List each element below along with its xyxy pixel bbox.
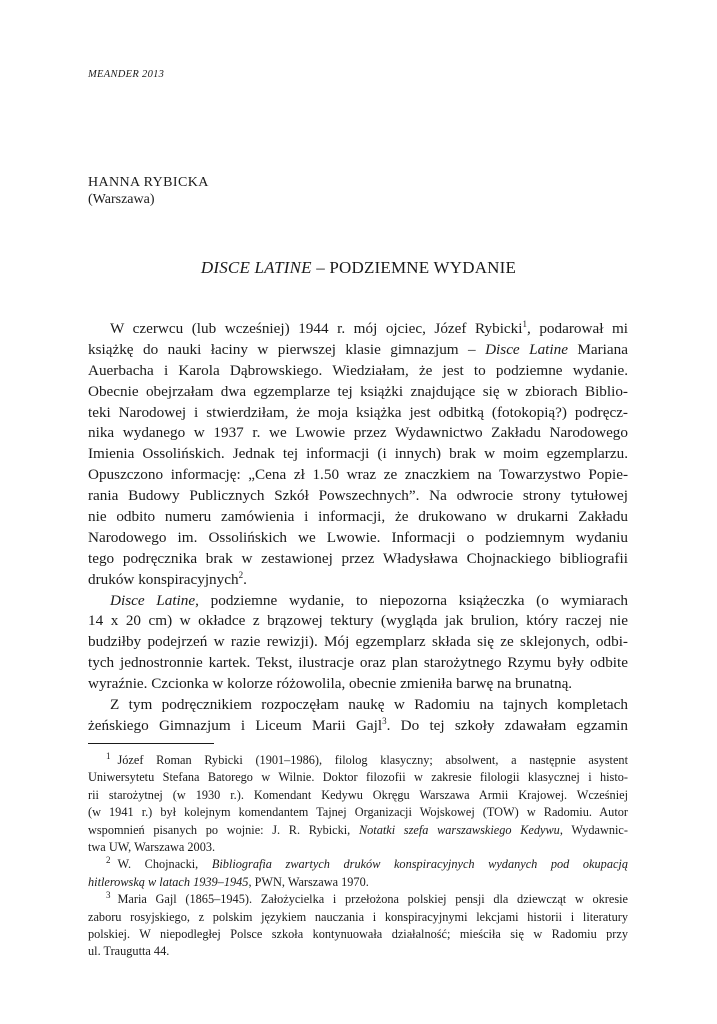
text-line — [88, 570, 628, 591]
footnote-3 — [88, 891, 628, 961]
footnote-number: 1 — [106, 751, 111, 761]
paragraph-3 — [88, 695, 628, 737]
text-line — [88, 822, 628, 839]
article-title — [60, 258, 657, 278]
text-span: . Do tej szkoły zdawałam egzamin — [386, 716, 628, 734]
text-line: Imienia Ossolińskich. Jednak tej informacji (i innych) brak w moim egzemplarzu. — [88, 445, 628, 463]
footnote-number: 2 — [106, 855, 111, 866]
text-line — [88, 591, 628, 612]
text-line: wyraźnie. Czcionka w kolorze różowolila, obecnie zmieniła barwę na brunatną. — [88, 675, 573, 693]
footnotes — [88, 752, 628, 961]
text-line: rania Budowy Publicznych Szkół Powszechnych”. Na odwrocie strony tytułowej — [88, 487, 628, 505]
text-line — [88, 752, 628, 769]
text-line: tych jednostronnie kartek. Tekst, ilustracje oraz plan starożytnego Rzymu były odbite — [88, 654, 628, 672]
text-line: budziłby podejrzeń w razie rewizji). Mój egzemplarz składa się ze sklejonych, odbi- — [88, 633, 628, 651]
text-span: , Wydawnic- — [559, 822, 628, 837]
text-span: wspomnień pisanych po wojnie: J. R. Rybicki, — [88, 822, 359, 837]
text-line: teki Narodowej i stwierdziłam, że moja książka jest odbitką (fotokopią?) podręcz- — [88, 403, 628, 421]
text-line: tego podręcznika brak w zestawionej przez Władysława Chojnackiego bibliografii — [88, 549, 628, 567]
text-span: , podarował mi — [526, 320, 628, 337]
text-span: druków konspiracyjnych — [88, 570, 239, 588]
article-body — [88, 319, 628, 737]
text-line: nie odbito numeru zamówienia i informacji, że drukowano w drukarni Zakładu — [88, 508, 628, 526]
text-span: W. Chojnacki, — [117, 857, 212, 872]
text-line: Z tym podręcznikiem rozpoczęłam naukę w Radomiu na tajnych kompletach — [110, 696, 628, 714]
footnote-1 — [88, 752, 628, 856]
italic-title: Notatki szefa warszawskiego Kedywu — [358, 822, 560, 837]
footnote-ref-2[interactable]: 2 — [238, 569, 244, 580]
paragraph-1 — [88, 319, 628, 591]
text-line: polskiej. W niepodległej Polsce szkoła kontynuowała działalność; mieściła się w Radomiu przy — [88, 926, 628, 941]
running-head: MEANDER 2013 — [88, 69, 165, 80]
italic-title: Disce Latine — [110, 591, 196, 609]
italic-title: Disce Latine — [485, 340, 568, 358]
text-line: twa UW, Warszawa 2003. — [88, 839, 216, 854]
text-span: W czerwcu (lub wcześniej) 1944 r. mój ojciec, Józef Rybicki — [110, 320, 523, 337]
text-line: (w 1941 r.) był kolejnym komendantem Tajnej Organizacji Wojskowej (TOW) w Radomiu. Autor — [88, 805, 628, 820]
text-span: Józef Roman Rybicki (1901–1986), filolog klasyczny; absolwent, a następnie asystent — [117, 753, 628, 767]
footnote-number: 3 — [106, 890, 111, 901]
text-line: Obecnie obejrzałam dwa egzemplarze tej książki znajdujące się w zbiorach Biblio- — [88, 382, 628, 400]
title-rest: – PODZIEMNE WYDANIE — [311, 258, 517, 277]
text-line: zaboru rosyjskiego, z polskim językiem nauczania i konspiracyjnymi lekcjami historii i literatury — [88, 909, 628, 924]
italic-title: hitlerowską w latach 1939–1945 — [88, 874, 249, 889]
text-line: Opuszczono informację: „Cena zł 1.50 wraz ze znaczkiem na Towarzystwo Popie- — [88, 466, 628, 484]
author-affiliation: (Warszawa) — [88, 192, 155, 207]
title-italic: DISCE LATINE — [200, 258, 312, 277]
text-line — [88, 891, 628, 908]
text-span: Maria Gajl (1865–1945). Założycielka i przełożona polskiej pensji dla dziewcząt w okresie — [117, 892, 628, 907]
footnote-divider — [88, 743, 214, 744]
text-line: ul. Traugutta 44. — [88, 944, 170, 959]
text-line — [88, 340, 628, 361]
text-line — [88, 874, 628, 891]
author-block — [88, 174, 209, 208]
text-span: . — [243, 570, 247, 588]
author-name: HANNA RYBICKA — [88, 175, 209, 190]
text-span: żeńskiego Gimnazjum i Liceum Marii Gajl — [88, 716, 383, 734]
text-line: Uniwersytetu Stefana Batorego w Wilnie. Doktor filozofii w zakresie filologii klasycznej i histo- — [88, 770, 628, 785]
italic-title: Bibliografia zwartych druków konspiracyjnych wydanych pod okupacją — [211, 857, 628, 872]
text-line — [88, 856, 628, 873]
text-span: Mariana — [567, 340, 628, 358]
text-line: rii starożytnej (w 1930 r.). Komendant Kedywu Okręgu Warszawa Armii Krajowej. Wcześniej — [88, 787, 628, 802]
text-line: Narodowego im. Ossolińskich we Lwowie. Informacji o podziemnym wydaniu — [88, 528, 628, 546]
text-line: nika wydanego w 1937 r. we Lwowie przez Wydawnictwo Zakładu Narodowego — [88, 424, 628, 442]
text-line: 14 x 20 cm) w okładce z brązowej tektury (wygląda jak brulion, który raczej nie — [88, 612, 628, 630]
text-span: , PWN, Warszawa 1970. — [248, 874, 369, 889]
text-line — [88, 716, 628, 737]
text-span: , podziemne wydanie, to niepozorna książeczka (o wymiarach — [195, 591, 628, 609]
footnote-ref-3[interactable]: 3 — [382, 715, 387, 726]
footnote-2 — [88, 856, 628, 891]
text-line: Auerbacha i Karola Dąbrowskiego. Wiedziałam, że jest to podziemne wydanie. — [88, 361, 628, 379]
text-line — [88, 319, 628, 340]
paragraph-2 — [88, 591, 628, 695]
text-span: książkę do nauki łaciny w pierwszej klasie gimnazjum – — [88, 340, 486, 358]
footnote-ref-1[interactable]: 1 — [522, 319, 527, 329]
